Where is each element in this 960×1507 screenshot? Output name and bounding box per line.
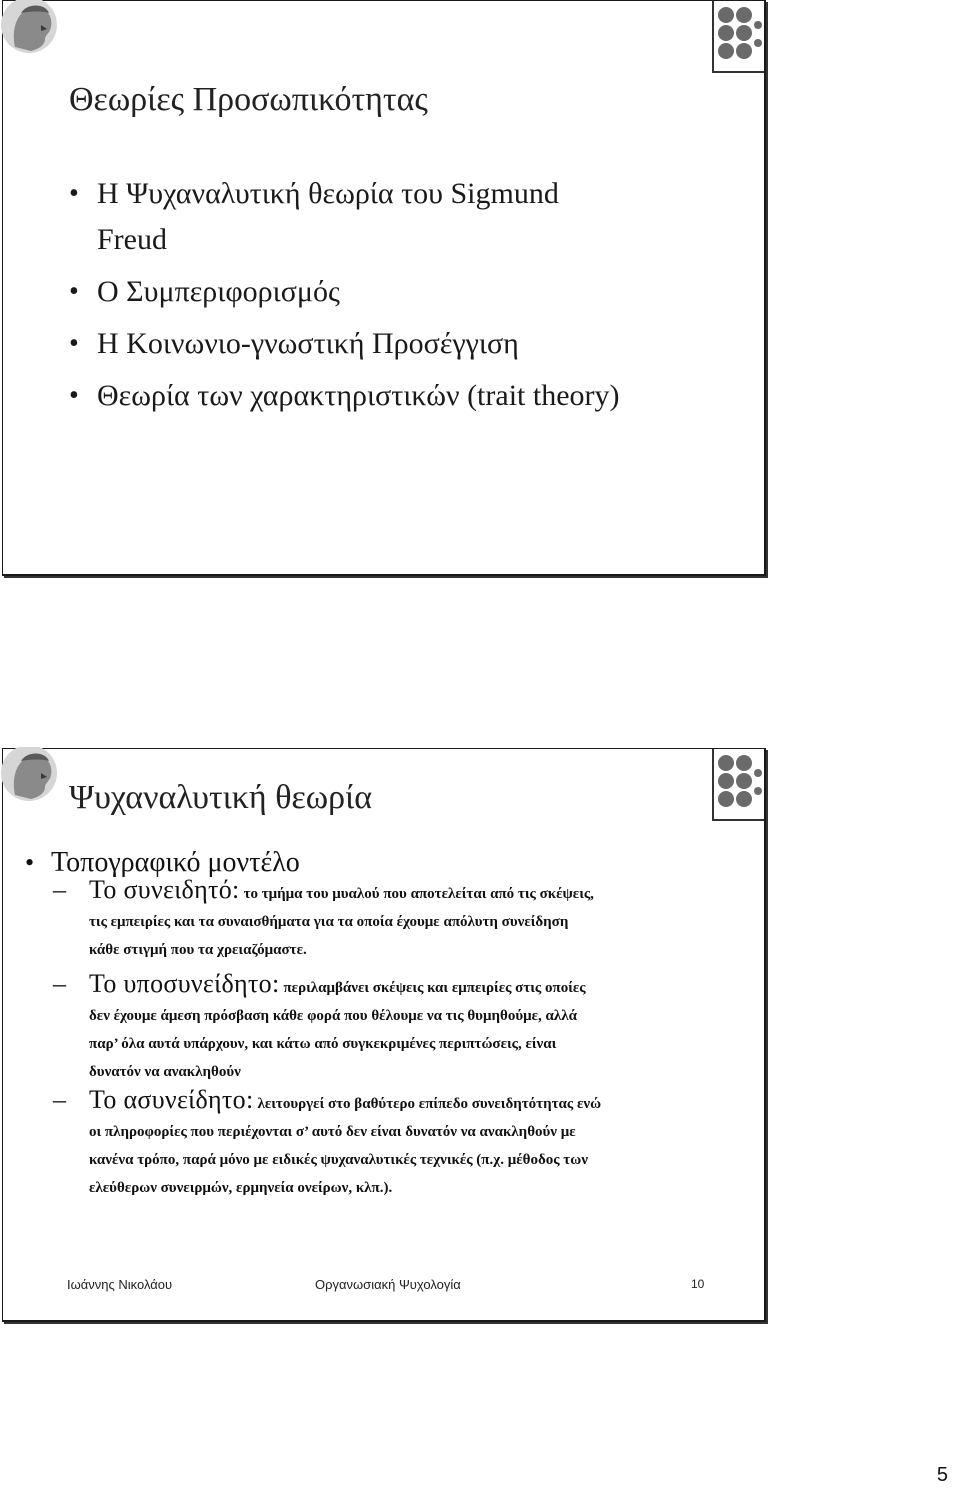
description-line: δυνατόν να ανακληθούν xyxy=(89,1064,241,1080)
list-item: • Ο Συμπεριφορισμός xyxy=(65,269,685,315)
level1-text: Τοπογραφικό μοντέλο xyxy=(51,847,300,878)
footer-author: Ιωάννης Νικολάου xyxy=(67,1277,173,1292)
slide-footer xyxy=(3,1277,764,1301)
bullet-list xyxy=(65,171,685,425)
classical-head-logo-icon xyxy=(1,0,63,61)
description-line: δεν έχουμε άμεση πρόσβαση κάθε φορά που θέλουμε να τις θυμηθούμε, αλλά xyxy=(89,1008,577,1024)
description-line: λειτουργεί στο βαθύτερο επίπεδο συνειδητότητας ενώ xyxy=(257,1096,602,1112)
list-item: • Η Κοινωνιο-γνωστική Προσέγγιση xyxy=(65,321,685,367)
term-label: Το ασυνείδητο: xyxy=(89,1085,254,1114)
sub-item-conscious xyxy=(53,875,743,964)
dot-grid-logo-icon xyxy=(712,749,764,821)
dash-icon: – xyxy=(53,969,66,998)
bullet-icon: • xyxy=(25,848,35,877)
dash-icon: – xyxy=(53,875,66,904)
list-item: • Θεωρία των χαρακτηριστικών (trait theory) xyxy=(65,373,685,419)
footer-slide-number: 10 xyxy=(691,1277,705,1291)
description-line: κάθε στιγμή που τα χρειαζόμαστε. xyxy=(89,942,307,958)
term-label: Το συνειδητό: xyxy=(89,875,240,904)
page-number: 5 xyxy=(936,1464,948,1486)
description-line: κανένα τρόπο, παρά μόνο με ειδικές ψυχαναλυτικές τεχνικές (π.χ. μέθοδος των xyxy=(89,1152,588,1168)
description-line: οι πληροφορίες που περιέχονται σ’ αυτό δεν είναι δυνατόν να ανακληθούν με xyxy=(89,1124,576,1140)
list-item: • Η Ψυχαναλυτική θεωρία του Sigmund Freud xyxy=(65,171,617,263)
classical-head-logo-icon xyxy=(1,747,63,809)
slide-title: Ψυχαναλυτική θεωρία xyxy=(69,779,373,816)
description-line: ελεύθερων συνειρμών, ερμηνεία ονείρων, κλπ.). xyxy=(89,1180,393,1196)
slide-title: Θεωρίες Προσωπικότητας xyxy=(69,81,428,118)
sub-item-unconscious xyxy=(53,1085,743,1202)
description-line: το τμήμα του μυαλού που αποτελείται από τις σκέψεις, xyxy=(243,886,594,902)
description-line: περιλαμβάνει σκέψεις και εμπειρίες στις οποίες xyxy=(283,980,586,996)
description-line: παρ’ όλα αυτά υπάρχουν, και κάτω από συγκεκριμένες περιπτώσεις, είναι xyxy=(89,1036,557,1052)
dot-grid-logo-icon xyxy=(712,1,764,73)
description-line: τις εμπειρίες και τα συναισθήματα για τα οποία έχουμε απόλυτη συνείδηση xyxy=(89,914,569,930)
dash-icon: – xyxy=(53,1085,66,1114)
term-label: Το υποσυνείδητο: xyxy=(89,969,280,998)
footer-course: Οργανωσιακή Ψυχολογία xyxy=(315,1277,461,1292)
sub-item-subconscious xyxy=(53,969,743,1086)
slide-2 xyxy=(2,748,766,1322)
slide-1 xyxy=(2,0,766,576)
